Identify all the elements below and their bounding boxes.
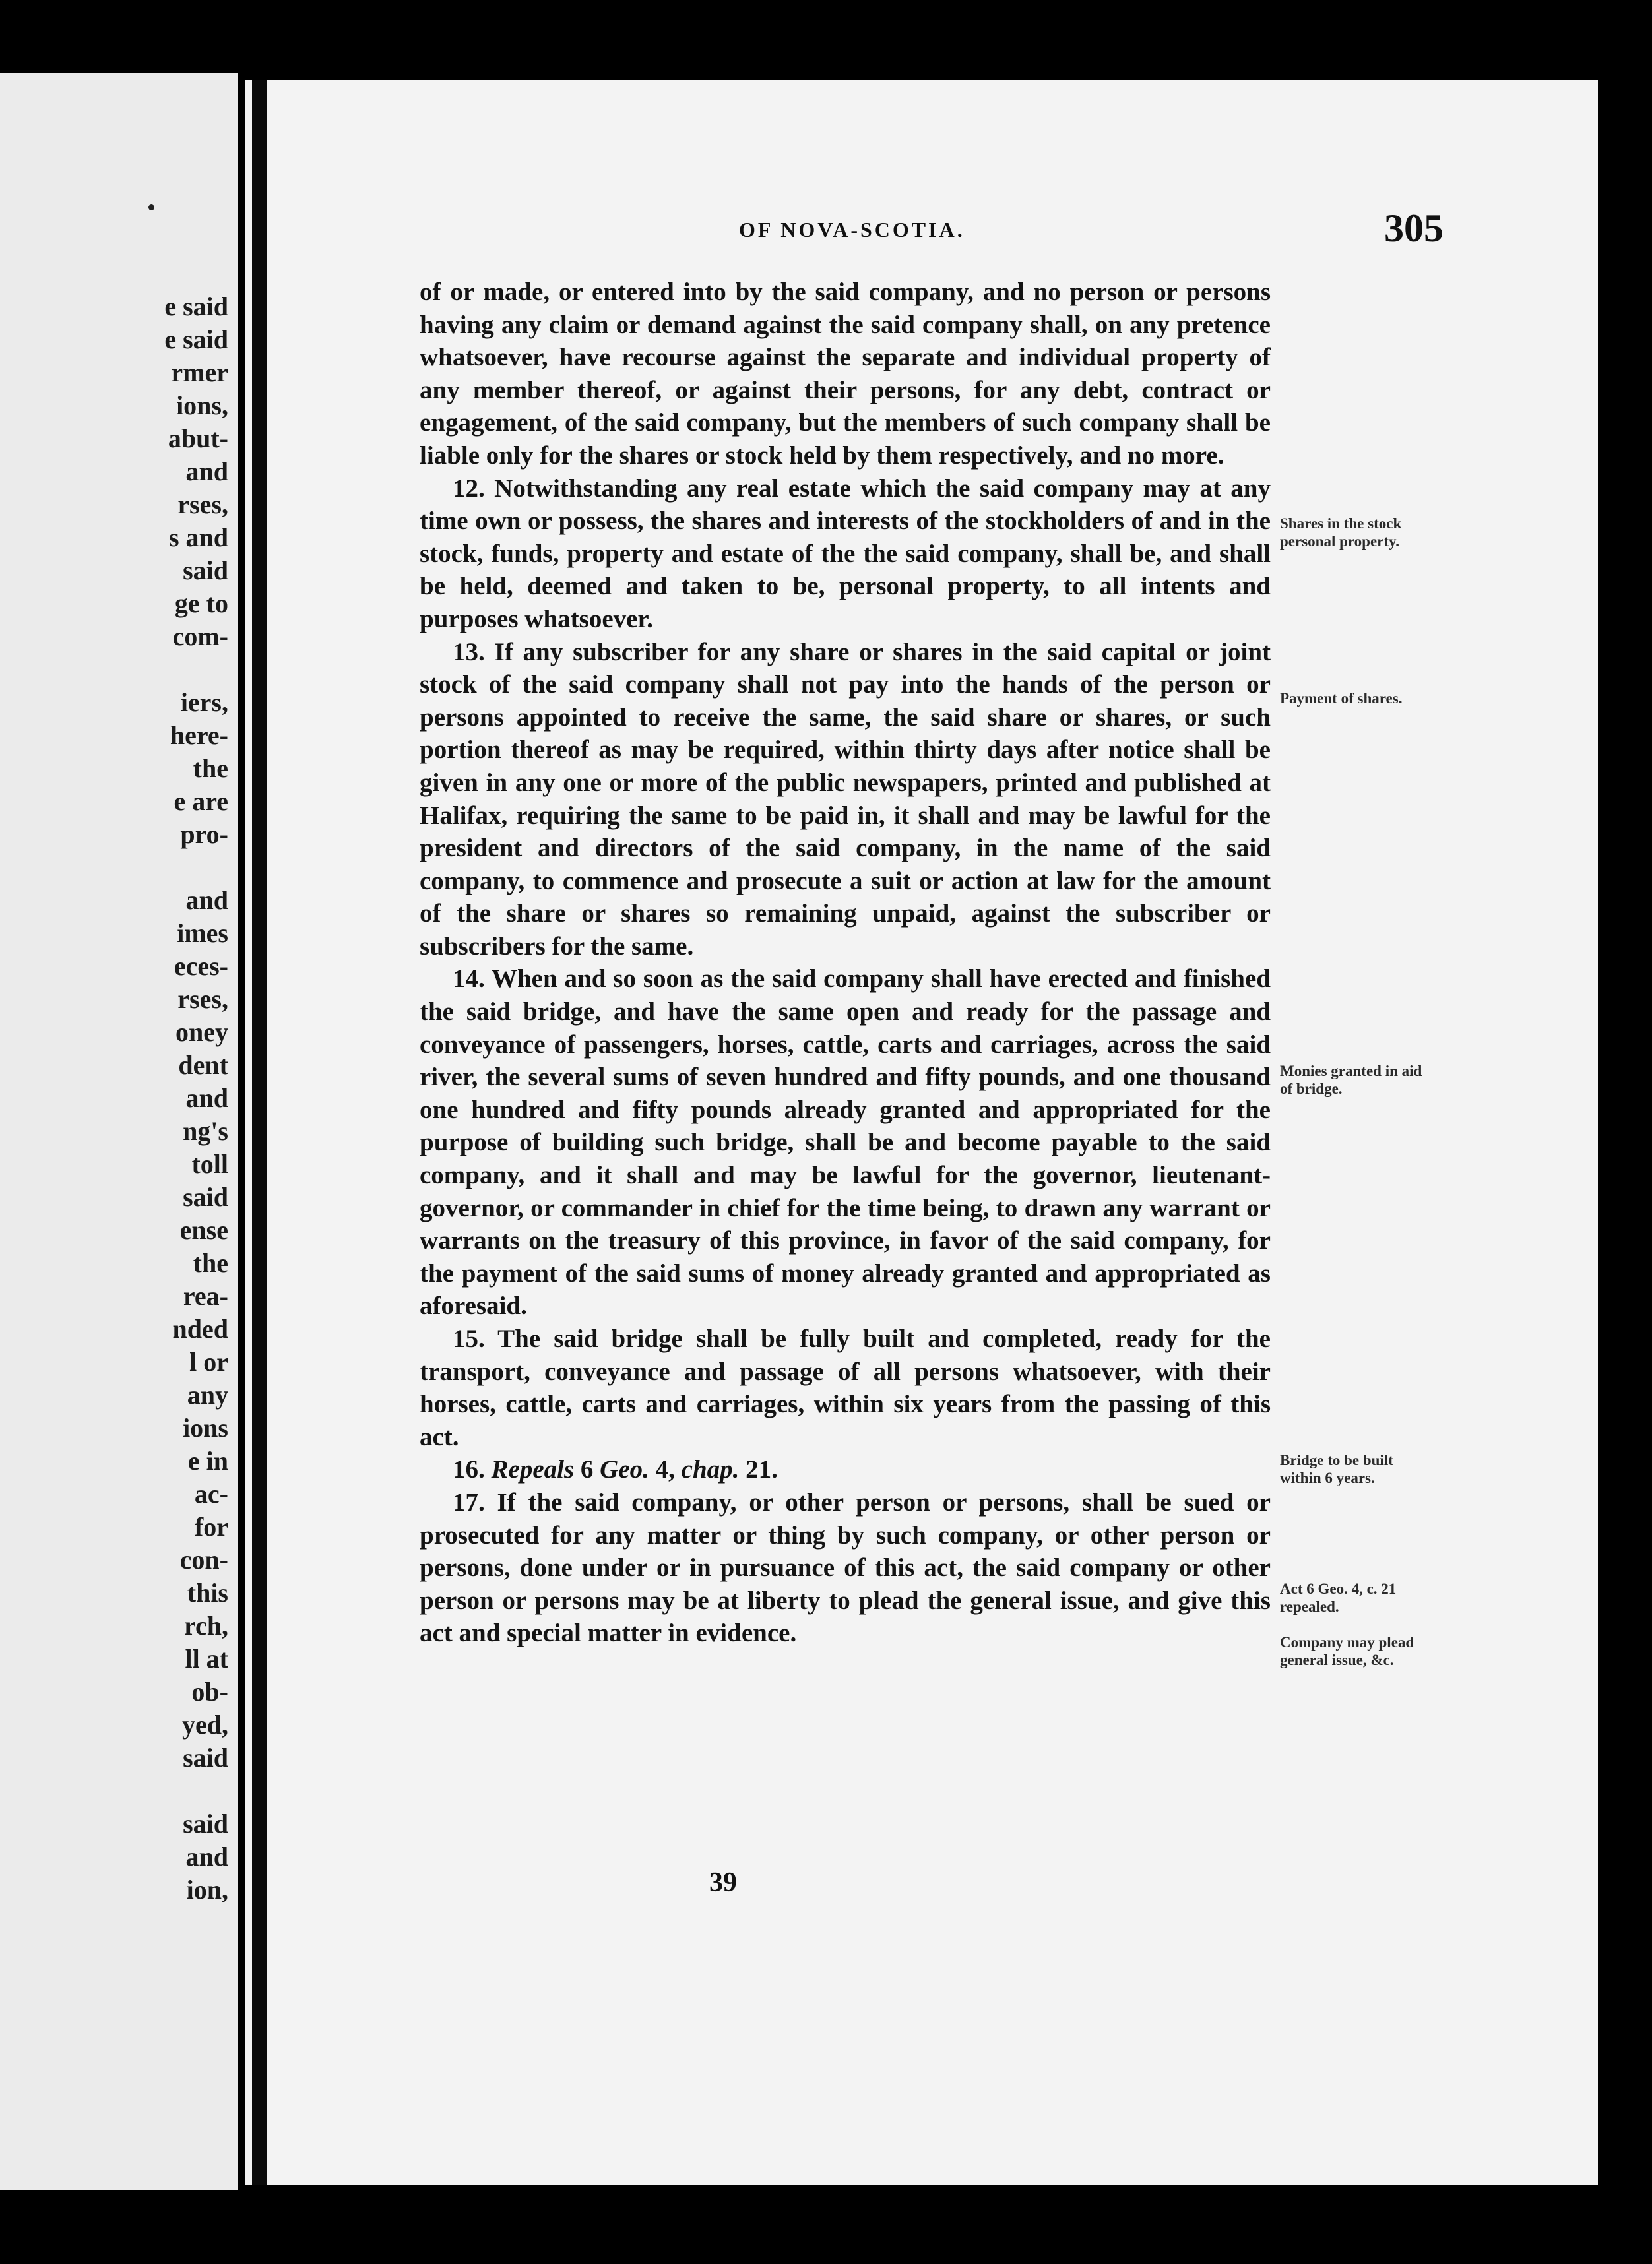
left-page-fragment: oney: [175, 1017, 228, 1047]
left-page-fragment: ac-: [194, 1479, 228, 1509]
left-page-fragment: s and: [168, 522, 228, 552]
section-16-four: 4,: [655, 1455, 675, 1484]
left-page-fragment: this: [187, 1578, 228, 1608]
left-page-fragment: e said: [164, 325, 228, 354]
left-page-fragment: here-: [170, 720, 228, 750]
paragraph-continued: of or made, or entered into by the said company, and no person or persons having any claim or demand against the said company shall, on any pretence whatsoever, have recourse against the separate and individual property of any member thereof, or against their persons, for any debt, contract or engagement, of the said company, but the members of such company shall be liable only for the shares or stock held by them respectively, and no more.: [420, 278, 1271, 470]
left-page-fragment: and: [185, 456, 228, 486]
left-page-fragment: [164, 1775, 228, 1808]
left-page-fragment: e are: [174, 786, 228, 816]
left-page-fragment: l or: [189, 1347, 228, 1377]
left-page-fragment: ob-: [191, 1677, 228, 1707]
left-page-fragment: yed,: [182, 1710, 228, 1740]
left-page-fragment: com-: [172, 621, 228, 651]
left-page-fragment: for: [194, 1512, 228, 1542]
left-page-fragment: e in: [187, 1446, 228, 1476]
section-16: [420, 1453, 1271, 1486]
page-gutter: [252, 80, 267, 2185]
left-page-fragment: [164, 653, 228, 686]
left-page-fragment: rses,: [177, 489, 228, 519]
left-page-fragment: rea-: [183, 1281, 228, 1311]
left-page-fragment: ion,: [186, 1875, 228, 1904]
left-page-fragment: said: [183, 555, 228, 585]
left-page-fragment: dent: [178, 1050, 228, 1080]
section-15: 15. The said bridge shall be fully built and completed, ready for the transport, conveyance and passage of all persons whatsoever, with their horses, cattle, carts and carriages, within six years from the passing of this act.: [420, 1325, 1271, 1451]
left-page-fragment: eces-: [174, 951, 228, 981]
left-page-fragment: iers,: [180, 687, 228, 717]
left-page-fragment: ll at: [185, 1644, 228, 1674]
running-header: OF NOVA-SCOTIA.: [739, 218, 965, 241]
ink-dot: [148, 204, 154, 210]
margin-note-15: Bridge to be built within 6 years.: [1280, 1452, 1393, 1486]
section-16-chap: chap.: [681, 1455, 740, 1484]
margin-note-14: Monies granted in aid of bridge.: [1280, 1063, 1422, 1097]
section-16-number: 16.: [453, 1455, 485, 1484]
left-page-text-fragments: [164, 290, 228, 1906]
left-page-fragment: said: [183, 1182, 228, 1212]
left-page-fragment: pro-: [180, 819, 228, 849]
left-page-fragment: e said: [164, 292, 228, 321]
left-page-fragment: rmer: [171, 358, 228, 387]
left-page-fragment: imes: [177, 918, 228, 948]
margin-note-13: Payment of shares.: [1280, 690, 1403, 707]
margin-note-16: Act 6 Geo. 4, c. 21 repealed.: [1280, 1581, 1397, 1615]
left-page-fragment: abut-: [168, 424, 228, 453]
section-14: 14. When and so soon as the said company shall have erected and finished the said bridge, and have the same open and ready for the passage and conveyance of passengers, horses, cattle, carts and carriages, across the said river, the several sums of seven hundred and fifty pounds, and one thousand one hundred and fifty pounds already granted and appropriated for the purpose of building such bridge, shall be and become payable to the said company, and it shall and may be lawful for the governor, lieutenant-governor, or commander in chief for the time being, to drawn any warrant or warrants on the treasury of this province, in favor of the said company, for the payment of the said sums of money already granted and appropriated as aforesaid.: [420, 964, 1271, 1321]
left-page-fragment: ions: [183, 1413, 228, 1443]
left-page-fragment: con-: [179, 1545, 228, 1575]
left-page-fragment: toll: [191, 1149, 228, 1179]
section-12: 12. Notwithstanding any real estate which the said company may at any time own or possess, the shares and interests of the stockholders of and in the stock, funds, property and estate of the the said company, shall be, and shall be held, deemed and taken to be, personal property, to all intents and purposes whatsoever.: [420, 474, 1271, 633]
left-page-fragment: ions,: [176, 391, 228, 420]
left-page-fragment: ense: [179, 1215, 228, 1245]
body-text: [420, 276, 1271, 1650]
left-page-fragment: rch,: [183, 1611, 228, 1641]
left-page-fragment: said: [183, 1809, 228, 1839]
section-16-end: 21.: [746, 1455, 778, 1484]
page-number: 305: [1384, 206, 1444, 250]
left-page-fragment: rses,: [177, 984, 228, 1014]
section-16-geo: Geo.: [600, 1455, 649, 1484]
left-page-fragment: [164, 851, 228, 884]
left-page-fragment: any: [187, 1380, 228, 1410]
left-page-fragment: and: [185, 1083, 228, 1113]
left-page-fragment: ge to: [174, 588, 228, 618]
left-page-fragment: and: [185, 1842, 228, 1871]
left-page-fragment: nded: [172, 1314, 228, 1344]
left-page-fragment: said: [183, 1743, 228, 1773]
section-16-geo-number: 6: [580, 1455, 594, 1484]
margin-note-17: Company may plead general issue, &c.: [1280, 1634, 1414, 1668]
left-page-fragment: the: [193, 753, 228, 783]
signature-mark: 39: [709, 1868, 737, 1898]
section-17: 17. If the said company, or other person or persons, shall be sued or prosecuted for any matter or thing by such company, or other person or persons, done under or in pursuance of this act, the said company or other person or persons may be at liberty to plead the general issue, and give this act and special matter in evidence.: [420, 1488, 1271, 1648]
section-13: 13. If any subscriber for any share or shares in the said capital or joint stock of the said company shall not pay into the hands of the person or persons appointed to receive the same, the said share or shares, or such portion thereof as may be required, within thirty days after notice shall be given in any one or more of the public newspapers, printed and published at Halifax, requiring the same to be paid in, it shall and may be lawful for the president and directors of the said company, in the name of the said company, to commence and prosecute a suit or action at law for the amount of the share or shares so remaining unpaid, against the subscriber or subscribers for the same.: [420, 637, 1271, 960]
margin-note-12: Shares in the stock personal property.: [1280, 515, 1402, 550]
left-page: [0, 73, 238, 2190]
left-page-fragment: and: [185, 885, 228, 915]
left-page-fragment: ng's: [183, 1116, 228, 1146]
left-page-fragment: the: [193, 1248, 228, 1278]
section-16-repeals: Repeals: [491, 1455, 575, 1484]
